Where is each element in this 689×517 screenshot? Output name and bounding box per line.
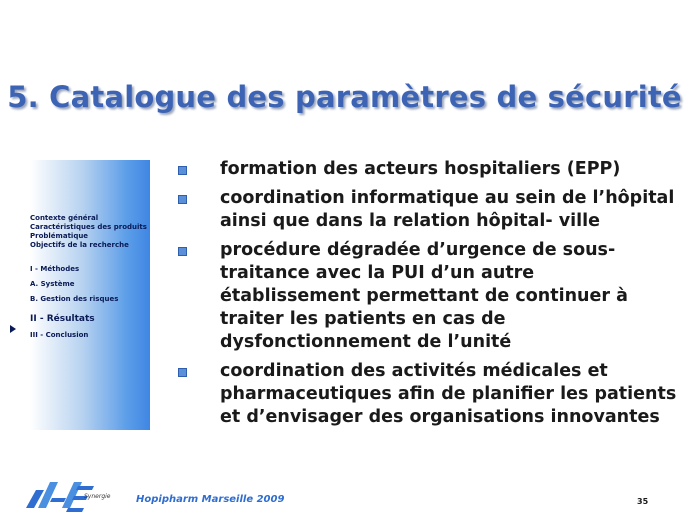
bullet-list: [178, 158, 678, 435]
footer-text: Hopipharm Marseille 2009: [136, 494, 285, 505]
slide-title: 5. Catalogue des paramètres de sécurité: [7, 80, 682, 114]
bullet-text: coordination informatique au sein de l’hôpital ainsi que dans la relation hôpital- ville: [220, 188, 675, 231]
bullet-text: formation des acteurs hospitaliers (EPP): [220, 159, 621, 179]
square-bullet-icon: [178, 247, 187, 256]
square-bullet-icon: [178, 166, 187, 175]
triangle-right-icon: [10, 325, 16, 333]
synergie-logo: [22, 468, 142, 514]
nav-item-contexte[interactable]: Contexte général: [30, 214, 99, 222]
bullet-item: [178, 158, 678, 181]
bullet-item: [178, 360, 678, 429]
nav-item-gestion-risques[interactable]: B. Gestion des risques: [30, 295, 119, 303]
bullet-item: [178, 187, 678, 233]
logo-caption: Synergie: [84, 493, 111, 500]
bullet-item: [178, 239, 678, 354]
page-number: 35: [637, 497, 649, 506]
nav-item-conclusion[interactable]: III - Conclusion: [30, 331, 89, 339]
nav-item-caracteristiques[interactable]: Caractéristiques des produits: [30, 223, 147, 231]
nav-item-resultats[interactable]: II - Résultats: [30, 314, 95, 324]
nav-item-methodes[interactable]: I - Méthodes: [30, 265, 80, 273]
square-bullet-icon: [178, 368, 187, 377]
sidebar-nav: [30, 214, 150, 340]
bullet-text: coordination des activités médicales et pharmaceutiques afin de planifier les patients et d’envisager des organisations innovantes: [220, 361, 677, 427]
nav-item-systeme[interactable]: A. Système: [30, 280, 75, 288]
nav-item-problematique[interactable]: Problématique: [30, 232, 89, 240]
bullet-text: procédure dégradée d’urgence de sous-traitance avec la PUI d’un autre établissement permettant de continuer à traiter les patients en cas de dysfonctionnement de l’unité: [220, 240, 628, 352]
square-bullet-icon: [178, 195, 187, 204]
nav-item-objectifs[interactable]: Objectifs de la recherche: [30, 241, 129, 249]
